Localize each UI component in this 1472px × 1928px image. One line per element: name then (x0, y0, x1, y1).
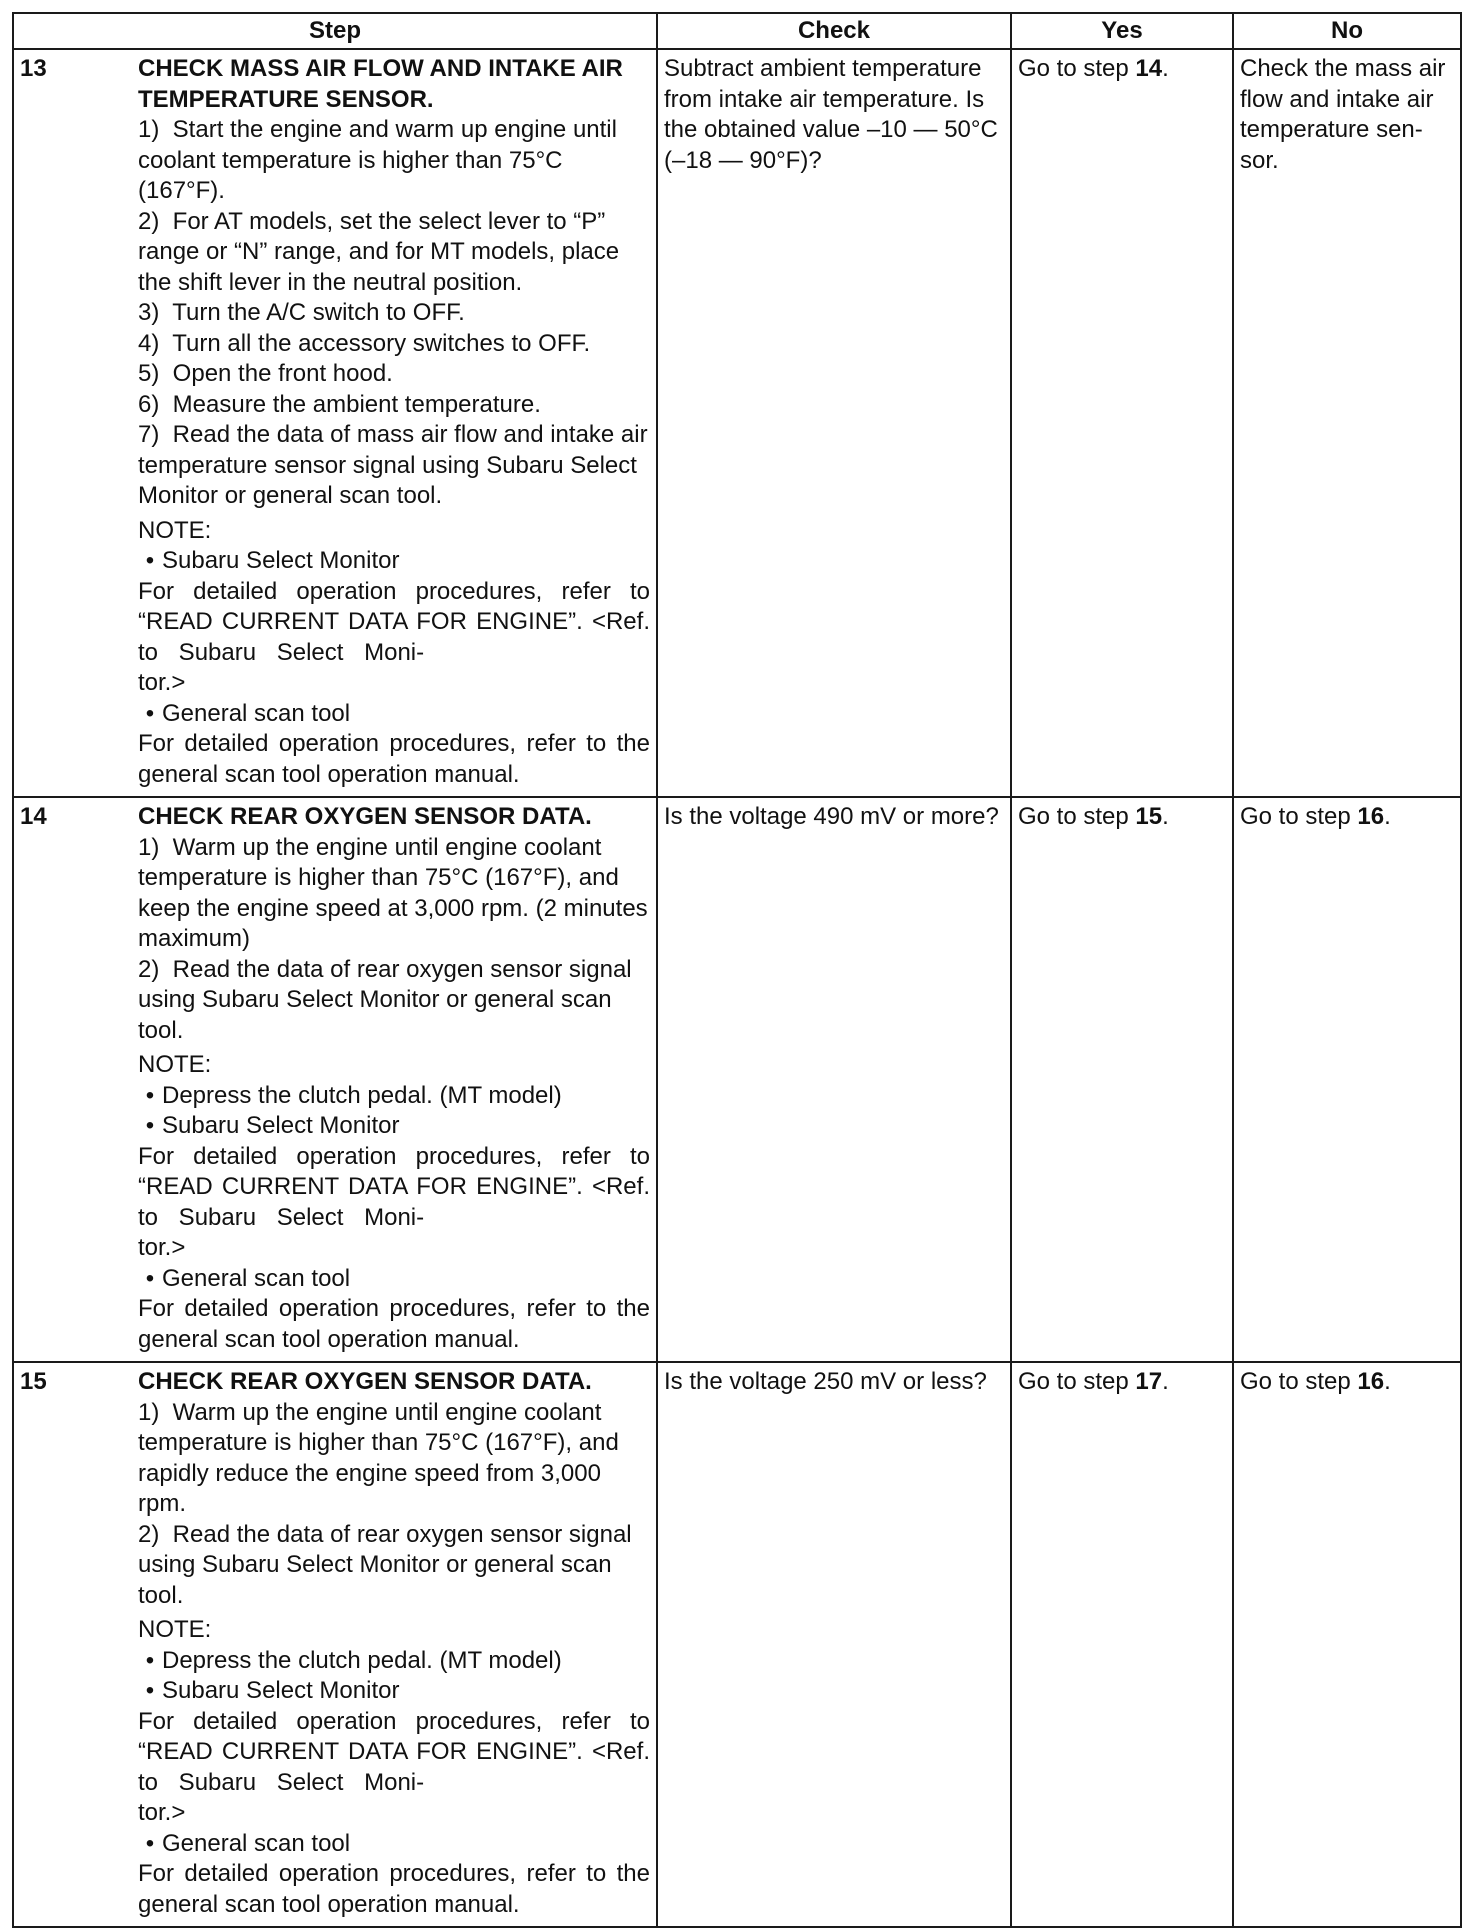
note-text-line: to Subaru Select Moni- (138, 1768, 425, 1796)
yes-cell (1011, 49, 1233, 797)
note-text-line: tor.> (138, 1234, 186, 1261)
yes-text: Go to step (1018, 1368, 1136, 1395)
procedure-step-7: 7) Read the data of mass air flow and intake air temperature sensor signal using Subaru Select Monitor or general scan tool. (138, 421, 648, 509)
no-step-ref: 16 (1357, 803, 1385, 830)
check-cell: Is the voltage 250 mV or less? (657, 1362, 1011, 1927)
no-cell: Check the mass air flow and intake air temperature sen-sor. (1233, 49, 1461, 797)
step-title: CHECK MASS AIR FLOW AND INTAKE AIR (138, 55, 623, 82)
no-text-end: . (1384, 803, 1391, 830)
note-text-line: For detailed operation procedures, refer to (138, 1707, 650, 1735)
procedure-step-2: 2) For AT models, set the select lever to “P” range or “N” range, and for MT models, place the shift lever in the neutral position. (138, 207, 620, 296)
header-check: Check (657, 13, 1011, 49)
step-cell (13, 797, 657, 1362)
note-text-line: general scan tool operation manual. (138, 1325, 520, 1353)
no-text-end: . (1384, 1368, 1391, 1395)
procedure-step-2: 2) Read the data of rear oxygen sensor signal using Subaru Select Monitor or general scan tool. (138, 955, 632, 1044)
procedure-step-3: 3) Turn the A/C switch to OFF. (138, 299, 465, 326)
note-bullet-select-monitor: • Subaru Select Monitor (138, 1111, 650, 1142)
diagnostic-procedure-table (12, 12, 1462, 1928)
step-cell (13, 1362, 657, 1927)
table-row (13, 797, 1461, 1362)
note-text-line: “READ CURRENT DATA FOR ENGINE”. <Ref. (138, 1173, 650, 1200)
no-text: Go to step (1240, 803, 1358, 830)
note-text-line: For detailed operation procedures, refer to (138, 1142, 650, 1170)
yes-text: Go to step (1018, 803, 1136, 830)
header-yes: Yes (1011, 13, 1233, 49)
note-bullet-scan-tool: • General scan tool (138, 1829, 650, 1860)
table-row (13, 49, 1461, 797)
note-text-line: to Subaru Select Moni- (138, 1203, 425, 1231)
note-bullet-scan-tool: • General scan tool (138, 1264, 650, 1295)
yes-text-end: . (1162, 803, 1169, 830)
step-number: 15 (20, 1368, 47, 1395)
step-title-cont: TEMPERATURE SENSOR. (138, 85, 434, 113)
header-no: No (1233, 13, 1461, 49)
step-body (138, 802, 650, 1355)
step-title: CHECK REAR OXYGEN SENSOR DATA. (138, 1368, 592, 1395)
note-text-line: “READ CURRENT DATA FOR ENGINE”. <Ref. (138, 1738, 650, 1765)
note-bullet-select-monitor: • Subaru Select Monitor (138, 546, 650, 577)
note-bullet-clutch: • Depress the clutch pedal. (MT model) (138, 1081, 650, 1112)
step-cell (13, 49, 657, 797)
header-row (13, 13, 1461, 49)
table-row (13, 1362, 1461, 1927)
step-number: 13 (20, 55, 47, 82)
yes-text: Go to step (1018, 55, 1136, 82)
procedure-step-4: 4) Turn all the accessory switches to OFF. (138, 329, 591, 357)
step-body (138, 54, 650, 790)
step-number: 14 (20, 803, 47, 830)
note-text-line: tor.> (138, 669, 186, 696)
procedure-step-1: 1) Warm up the engine until engine coolant temperature is higher than 75°C (167°F), and rapidly reduce the engine speed from 3,000 rpm. (138, 1398, 619, 1517)
note-text-line: For detailed operation procedures, refer to the (138, 1860, 650, 1887)
note-text-line: For detailed operation procedures, refer to the (138, 730, 650, 757)
note-heading: NOTE: (138, 1616, 212, 1643)
header-step: Step (13, 13, 657, 49)
note-text-line: tor.> (138, 1799, 186, 1826)
yes-text-end: . (1162, 1368, 1169, 1395)
step-body (138, 1367, 650, 1920)
no-cell (1233, 1362, 1461, 1927)
check-cell: Subtract ambient temperature from intake air temperature. Is the obtained value –10 — 50°C (–18 — 90°F)? (657, 49, 1011, 797)
procedure-step-5: 5) Open the front hood. (138, 360, 393, 387)
yes-step-ref: 14 (1135, 55, 1163, 82)
note-heading: NOTE: (138, 516, 212, 544)
note-text-line: “READ CURRENT DATA FOR ENGINE”. <Ref. (138, 608, 650, 635)
procedure-step-6: 6) Measure the ambient temperature. (138, 390, 541, 418)
note-bullet-scan-tool: • General scan tool (138, 699, 650, 730)
procedure-step-1: 1) Warm up the engine until engine coolant temperature is higher than 75°C (167°F), and keep the engine speed at 3,000 rpm. (2 minutes maximum) (138, 833, 648, 952)
note-bullet-select-monitor: • Subaru Select Monitor (138, 1676, 650, 1707)
no-text: Go to step (1240, 1368, 1358, 1395)
yes-cell (1011, 797, 1233, 1362)
yes-text-end: . (1162, 55, 1169, 82)
note-text-line: For detailed operation procedures, refer to the (138, 1295, 650, 1322)
note-text-line: general scan tool operation manual. (138, 1890, 520, 1918)
yes-step-ref: 15 (1135, 803, 1163, 830)
note-heading: NOTE: (138, 1051, 212, 1078)
yes-cell (1011, 1362, 1233, 1927)
note-text-line: to Subaru Select Moni- (138, 638, 425, 666)
procedure-step-1: 1) Start the engine and warm up engine until coolant temperature is higher than 75°C (167°F). (138, 116, 617, 204)
no-step-ref: 16 (1357, 1368, 1385, 1395)
procedure-step-2: 2) Read the data of rear oxygen sensor signal using Subaru Select Monitor or general scan tool. (138, 1520, 632, 1609)
check-cell: Is the voltage 490 mV or more? (657, 797, 1011, 1362)
note-text-line: For detailed operation procedures, refer to (138, 577, 650, 605)
note-bullet-clutch: • Depress the clutch pedal. (MT model) (138, 1646, 650, 1677)
no-cell (1233, 797, 1461, 1362)
step-title: CHECK REAR OXYGEN SENSOR DATA. (138, 803, 592, 830)
yes-step-ref: 17 (1135, 1368, 1163, 1395)
note-text-line: general scan tool operation manual. (138, 760, 520, 788)
